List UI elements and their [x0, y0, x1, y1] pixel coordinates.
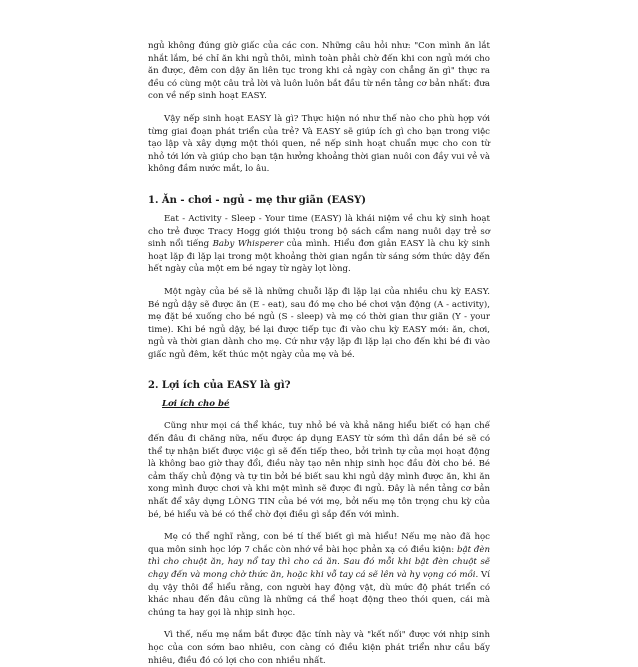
paragraph-easy-cycle: Một ngày của bé sẽ là những chuỗi lặp đi lặp lại của nhiều chu kỳ EASY. Bé ngủ dậy sẽ được ăn (E - eat), sau đó mẹ cho bé chơi vận động (A - activity), mẹ đặt bé xuống cho bé ngủ (S - sleep) và mẹ có thời gian thư giãn (Y - your time). Khi bé ngủ dậy, bé lại được tiếp tục đi vào chu kỳ EASY mới: ăn, chơi, ngủ và thời gian dành cho mẹ. Cứ như vậy lặp đi lặp lại cho đến khi bé đi vào giấc ngủ đêm, kết thúc một ngày của mẹ và bé.	[148, 286, 490, 360]
paragraph-benefits-baby: Cũng như mọi cá thể khác, tuy nhỏ bé và khả năng hiểu biết có hạn chế đến đâu đi chăng nữa, nếu được áp dụng EASY từ sớm thì dần dần bé sẽ có thể tự nhận biết được việc gì sẽ đến tiếp theo, bởi trình tự của mọi hoạt động là không bao giờ thay đổi, điều này tạo nên nhịp sinh học đầu đời cho bé. Bé cảm thấy chủ động và tự tin bởi bé biết sau khi ngủ dậy mình được ăn, khi ăn xong mình được chơi và khi mệt mình sẽ được đi ngủ. Đây là nền tảng cơ bản nhất để xây dựng LÒNG TIN của bé với mẹ, bởi nếu mẹ tôn trọng chu kỳ của bé, bé hiểu và bé có thể chờ đợi điều gì sắp đến với mình.	[148, 421, 490, 520]
text-run: của mình. Hiểu đơn giản EASY là chu kỳ sinh hoạt lặp đi lặp lại trong một khoảng thời gian ngắn từ sáng sớm thức dậy đến hết ngày của một em bé ngay từ ngày lọt lòng.	[148, 239, 490, 275]
text-run: Eat - Activity - Sleep - Your time (EASY) là khái niệm về chu kỳ sinh hoạt cho trẻ được Tracy Hogg giới thiệu trong bộ sách cẩm nang nuôi dạy trẻ sơ sinh nổi tiếng	[148, 213, 490, 250]
section-heading-easy: 1. Ăn - chơi - ngủ - mẹ thư giãn (EASY)	[148, 194, 366, 206]
paragraph-what-is-easy: Vậy nếp sinh hoạt EASY là gì? Thực hiện nó như thế nào cho phù hợp với từng giai đoạn phát triển của trẻ? Và EASY sẽ giúp ích gì cho bạn trong việc tạo lập và xây dựng một thói quen, nề nếp sinh hoạt chuẩn mực cho con từ nhỏ tới lớn và giúp cho bạn tận hưởng khoảng thời gian nuôi con đầy vui vẻ và không đầm nước mắt, lo âu.	[148, 113, 490, 175]
section-heading-benefits: 2. Lợi ích của EASY là gì?	[148, 380, 291, 392]
paragraph-biology-example	[148, 531, 490, 619]
paragraph-conclusion: Vì thế, nếu mẹ nắm bắt được đặc tính này và "kết nối" được với nhịp sinh học của con sớm bao nhiêu, con càng có điều kiện phát triển như cầu bấy nhiêu, điều đó có lợi cho con nhiều nhất.	[148, 630, 490, 666]
paragraph-intro-continued: ngủ không đúng giờ giấc của các con. Những câu hỏi như: "Con mình ăn lắt nhắt lắm, bé chỉ ăn khi ngủ thôi, mình toàn phải chờ đến khi con ngủ mới cho ăn được, đêm con dậy ăn liên tục trong khi cả ngày con chẳng ăn gì" thực ra đều có cùng một câu trả lời và luôn luôn bắt đầu từ nền tảng cơ bản nhất: đưa con về nếp sinh hoạt EASY.	[148, 41, 490, 102]
subheading-benefits-for-baby: Lợi ích cho bé	[162, 399, 230, 410]
book-title-italic: Baby Whisperer	[212, 239, 284, 250]
text-run: Mẹ có thể nghĩ rằng, con bé tí thế biết gì mà hiểu! Nếu mẹ nào đã học qua môn sinh học lớp 7 chắc còn nhớ về bài học phản xạ có điều kiện:	[148, 532, 490, 555]
italic-example: bật đèn thì cho chuột ăn, hay nổ tay thì cho cá ăn. Sau đó mỗi khi bật đèn chuột sẽ chạy đến và mong chờ thức ăn, hoặc khi vỗ tay cá sẽ lên và hy vọng có mồi.	[148, 544, 490, 580]
text-run: Ví dụ vậy thôi để hiểu rằng, con người hay động vật, dù mức độ phát triển có khác nhau đến đâu cũng là những cá thể hoạt động theo thói quen, cái mà chúng ta hay gọi là nhịp sinh học.	[148, 570, 490, 618]
paragraph-easy-definition	[148, 213, 490, 276]
